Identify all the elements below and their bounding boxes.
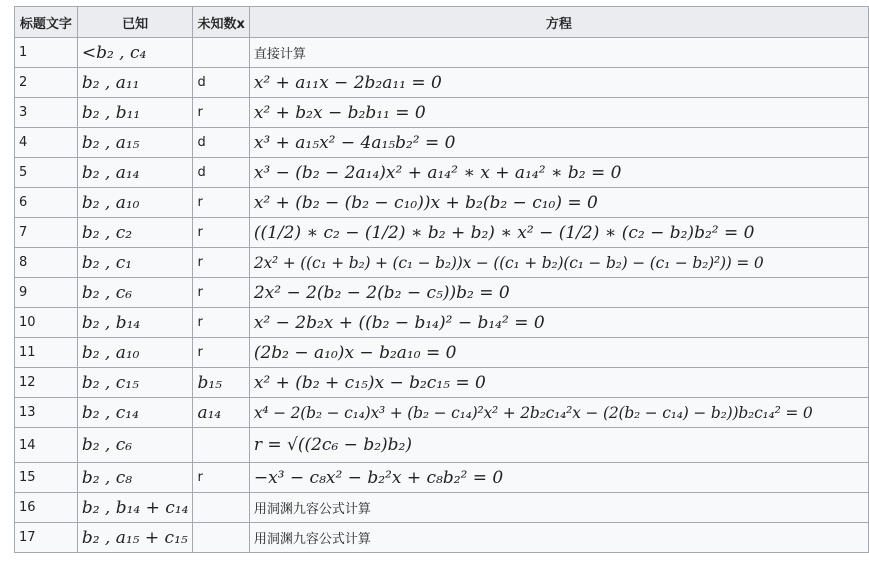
row-known: b₂ , c₆ [77,278,193,308]
row-unknown: r [193,463,249,493]
row-unknown: r [193,308,249,338]
row-equation: x³ − (b₂ − 2a₁₄)x² + a₁₄² ∗ x + a₁₄² ∗ b₂ = 0 [249,158,868,188]
table-row [15,68,869,98]
row-unknown [193,493,249,523]
row-known: b₂ , a₁₅ + c₁₅ [77,523,193,553]
row-equation: x³ + a₁₅x² − 4a₁₅b₂² = 0 [249,128,868,158]
row-index: 12 [15,368,78,398]
table-row [15,523,869,553]
row-unknown: r [193,98,249,128]
row-index: 16 [15,493,78,523]
row-equation: 用洞渊九容公式计算 [249,523,868,553]
row-equation: x² − 2b₂x + ((b₂ − b₁₄)² − b₁₄² = 0 [249,308,868,338]
row-equation: 2x² + ((c₁ + b₂) + (c₁ − b₂))x − ((c₁ + b₂)(c₁ − b₂) − (c₁ − b₂)²)) = 0 [249,248,868,278]
table-row [15,368,869,398]
row-index: 7 [15,218,78,248]
row-known: b₂ , c₆ [77,428,193,463]
row-equation: x² + (b₂ − (b₂ − c₁₀))x + b₂(b₂ − c₁₀) = 0 [249,188,868,218]
row-unknown: d [193,158,249,188]
row-unknown: r [193,188,249,218]
row-index: 6 [15,188,78,218]
table-row [15,218,869,248]
table-row [15,398,869,428]
row-index: 3 [15,98,78,128]
row-index: 13 [15,398,78,428]
header-unknown: 未知数x [193,7,249,38]
table-row [15,128,869,158]
header-row [15,7,869,38]
row-known: b₂ , c₁₄ [77,398,193,428]
table-row [15,428,869,463]
row-index: 14 [15,428,78,463]
table-row [15,248,869,278]
header-known: 已知 [77,7,193,38]
row-unknown: r [193,218,249,248]
table-row [15,188,869,218]
row-equation: (2b₂ − a₁₀)x − b₂a₁₀ = 0 [249,338,868,368]
row-index: 15 [15,463,78,493]
row-index: 2 [15,68,78,98]
row-index: 1 [15,38,78,68]
row-unknown: d [193,128,249,158]
row-index: 9 [15,278,78,308]
row-equation: 2x² − 2(b₂ − 2(b₂ − c₅))b₂ = 0 [249,278,868,308]
row-unknown: r [193,248,249,278]
row-index: 10 [15,308,78,338]
row-known: b₂ , b₁₄ [77,308,193,338]
row-equation: −x³ − c₈x² − b₂²x + c₈b₂² = 0 [249,463,868,493]
row-unknown: d [193,68,249,98]
row-equation: x⁴ − 2(b₂ − c₁₄)x³ + (b₂ − c₁₄)²x² + 2b₂c₁₄²x − (2(b₂ − c₁₄) − b₂))b₂c₁₄² = 0 [249,398,868,428]
row-unknown: b₁₅ [193,368,249,398]
row-unknown: r [193,278,249,308]
row-unknown [193,523,249,553]
row-known: b₂ , c₈ [77,463,193,493]
row-known: b₂ , c₂ [77,218,193,248]
row-known: b₂ , b₁₁ [77,98,193,128]
row-index: 11 [15,338,78,368]
formula-table [14,6,869,553]
table-row [15,38,869,68]
table-row [15,308,869,338]
row-unknown [193,38,249,68]
formula-table-wrapper [14,6,869,553]
table-row [15,158,869,188]
row-equation: ((1/2) ∗ c₂ − (1/2) ∗ b₂ + b₂) ∗ x² − (1/2) ∗ (c₂ − b₂)b₂² = 0 [249,218,868,248]
header-equation: 方程 [249,7,868,38]
row-known: b₂ , b₁₄ + c₁₄ [77,493,193,523]
table-row [15,278,869,308]
row-equation: x² + (b₂ + c₁₅)x − b₂c₁₅ = 0 [249,368,868,398]
row-index: 8 [15,248,78,278]
row-unknown: a₁₄ [193,398,249,428]
table-row [15,98,869,128]
table-row [15,493,869,523]
row-equation: x² + a₁₁x − 2b₂a₁₁ = 0 [249,68,868,98]
row-equation: 直接计算 [249,38,868,68]
row-known: b₂ , c₁ [77,248,193,278]
row-index: 17 [15,523,78,553]
row-known: b₂ , a₁₅ [77,128,193,158]
table-row [15,463,869,493]
row-equation: x² + b₂x − b₂b₁₁ = 0 [249,98,868,128]
row-equation: r = √((2c₆ − b₂)b₂) [249,428,868,463]
row-known: b₂ , a₁₁ [77,68,193,98]
row-index: 4 [15,128,78,158]
row-known: b₂ , a₁₀ [77,338,193,368]
row-unknown: r [193,338,249,368]
row-unknown [193,428,249,463]
header-title: 标题文字 [15,7,78,38]
row-known: b₂ , a₁₄ [77,158,193,188]
row-known: b₂ , c₁₅ [77,368,193,398]
row-known: b₂ , a₁₀ [77,188,193,218]
row-equation: 用洞渊九容公式计算 [249,493,868,523]
row-index: 5 [15,158,78,188]
row-known: <b₂ , c₄ [77,38,193,68]
table-row [15,338,869,368]
